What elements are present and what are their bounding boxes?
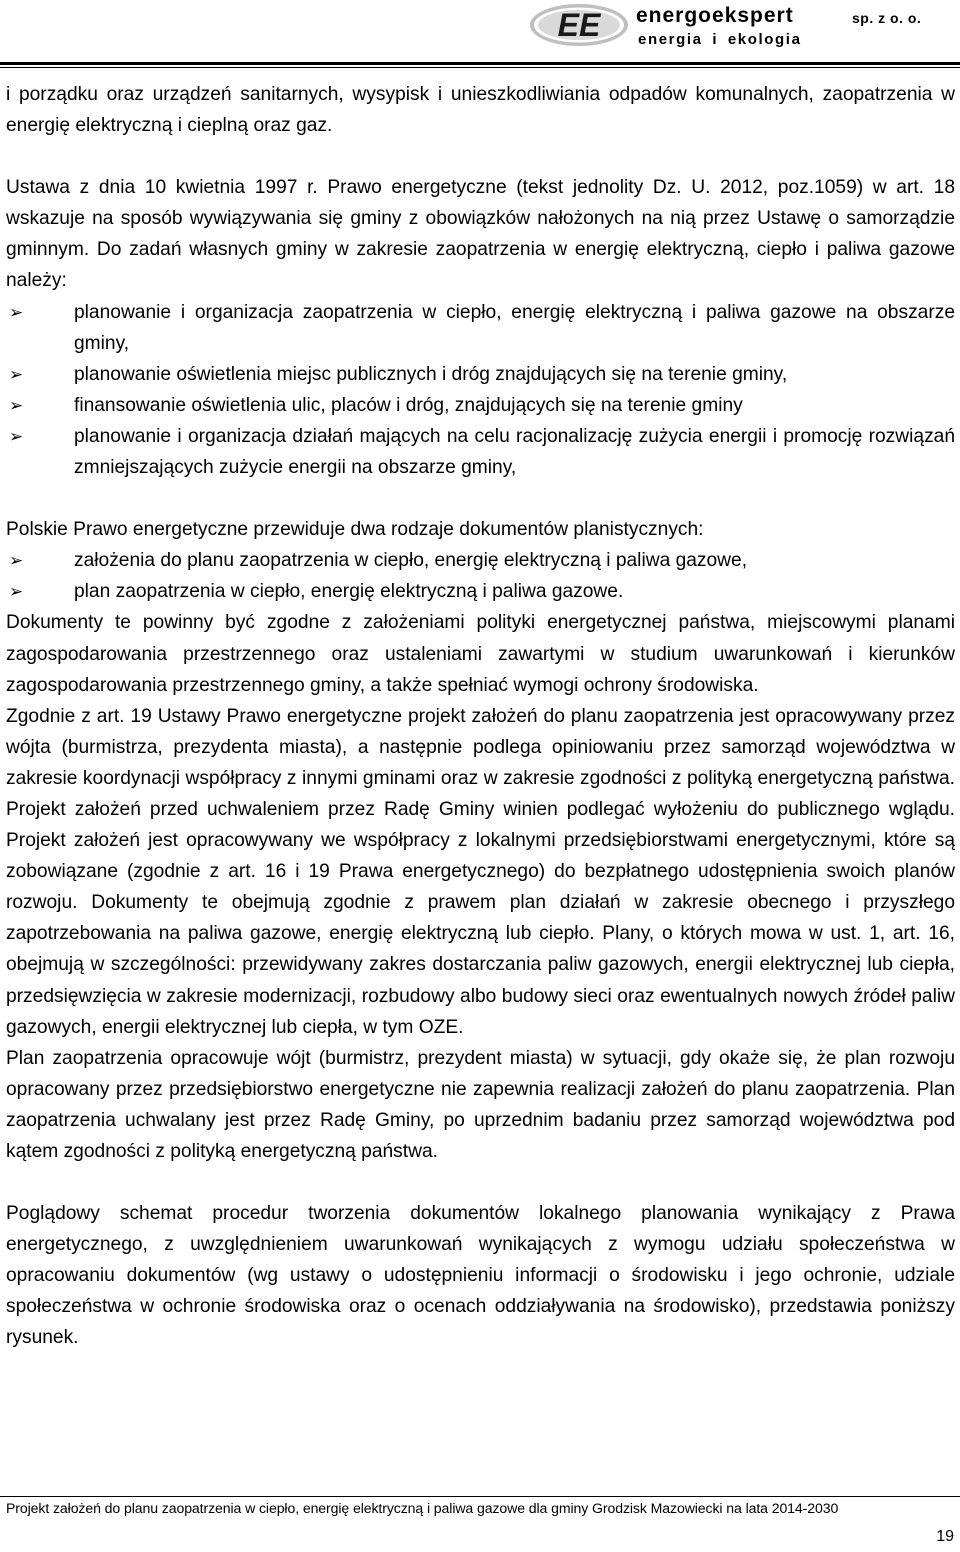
page-header	[0, 0, 960, 66]
energoekspert-logo-icon	[528, 2, 630, 48]
municipal-tasks-list	[6, 297, 955, 484]
list-item	[6, 297, 955, 359]
arrowhead-bullet-icon: ➢	[9, 364, 24, 384]
footer-document-title: Projekt założeń do planu zaopatrzenia w ciepło, energię elektryczną i paliwa gazowe dla gminy Grodzisk Mazowiecki na lata 2014-2030	[6, 1500, 839, 1516]
brand-company-form: sp. z o. o.	[852, 10, 922, 26]
list-item	[6, 390, 955, 421]
paragraph-5: Zgodnie z art. 19 Ustawy Prawo energetyczne projekt założeń do planu zaopatrzenia jest opracowywany przez wójta (burmistrza, prezydenta miasta), a następnie podlega opiniowaniu przez samorząd województwa w zakresie koordynacji współpracy z innymi gminami oraz w zakresie zgodności z polityką energetyczną państwa. Projekt założeń przed uchwaleniem przez Radę Gminy winien podlegać wyłożeniu do publicznego wglądu. Projekt założeń jest opracowywany we współpracy z lokalnymi przedsiębiorstwami energetycznymi, które są zobowiązane (zgodnie z art. 16 i 19 Prawa energetycznego) do bezpłatnego udostępnienia swoich planów rozwoju. Dokumenty te obejmują zgodnie z prawem plan działań w zakresie obecnego i przyszłego zapotrzebowania na paliwa gazowe, energię elektryczną lub ciepło. Plany, o których mowa w ust. 1, art. 16, obejmują w szczególności: przewidywany zakres dostarczania paliw gazowych, energii elektrycznej lub ciepła, przedsięwzięcia w zakresie modernizacji, rozbudowy albo budowy sieci oraz ewentualnych nowych źródeł paliw gazowych, energii elektrycznej lub ciepła, w tym OZE.	[6, 705, 955, 1038]
list-item-text: plan zaopatrzenia w ciepło, energię elektryczną i paliwa gazowe.	[74, 581, 624, 603]
paragraph-6: Plan zaopatrzenia opracowuje wójt (burmistrz, prezydent miasta) w sytuacji, gdy okaże się, że plan rozwoju opracowany przez przedsiębiorstwo energetyczne nie zapewnia realizacji założeń do planu zaopatrzenia. Plan zaopatrzenia uchwalany jest przez Radę Gminy, po uprzednim badaniu przez samorząd województwa pod kątem zgodności z polityką energetyczną państwa.	[6, 1047, 955, 1162]
planning-documents-list	[6, 545, 955, 607]
footer-divider	[0, 1496, 960, 1497]
arrowhead-bullet-icon: ➢	[9, 582, 24, 602]
page-number: 19	[936, 1528, 954, 1545]
paragraph-4: Dokumenty te powinny być zgodne z założeniami polityki energetycznej państwa, miejscowymi planami zagospodarowania przestrzennego oraz ustaleniami zawartymi w studium uwarunkowań i kierunków zagospodarowania przestrzennego gminy, a także spełniać wymogi ochrony środowiska.	[6, 612, 955, 696]
logo-letters: EE	[557, 7, 601, 43]
list-item	[6, 576, 955, 607]
brand-name: energoekspert	[636, 4, 794, 27]
list-item-text: finansowanie oświetlenia ulic, placów i dróg, znajdujących się na terenie gminy	[74, 394, 743, 416]
paragraph-2: Ustawa z dnia 10 kwietnia 1997 r. Prawo energetyczne (tekst jednolity Dz. U. 2012, poz.1059) w art. 18 wskazuje na sposób wywiązywania się gminy z obowiązków nałożonych na nią przez Ustawę o samorządzie gminnym. Do zadań własnych gminy w zakresie zaopatrzenia w energię elektryczną, ciepło i paliwa gazowe należy:	[6, 177, 955, 292]
arrowhead-bullet-icon: ➢	[9, 302, 24, 322]
arrowhead-bullet-icon: ➢	[9, 551, 24, 571]
list-item	[6, 545, 955, 576]
paragraph-gap	[6, 1167, 955, 1198]
document-body	[6, 79, 955, 1354]
brand-tagline: energia i ekologia	[638, 31, 802, 48]
list-item-text: planowanie oświetlenia miejsc publicznych i dróg znajdujących się na terenie gminy,	[74, 363, 788, 385]
paragraph-1: i porządku oraz urządzeń sanitarnych, wysypisk i unieszkodliwiania odpadów komunalnych, zaopatrzenia w energię elektryczną i cieplną oraz gaz.	[6, 84, 955, 137]
header-divider	[0, 62, 960, 65]
paragraph-3: Polskie Prawo energetyczne przewiduje dwa rodzaje dokumentów planistycznych:	[6, 519, 704, 541]
list-item	[6, 359, 955, 390]
arrowhead-bullet-icon: ➢	[9, 395, 24, 415]
paragraph-gap	[6, 141, 955, 172]
list-item-text: założenia do planu zaopatrzenia w ciepło, energię elektryczną i paliwa gazowe,	[74, 550, 748, 572]
paragraph-gap	[6, 483, 955, 514]
paragraph-7: Poglądowy schemat procedur tworzenia dokumentów lokalnego planowania wynikający z Prawa energetycznego, z uwzględnieniem uwarunkowań wynikających z wymogu udziału społeczeństwa w opracowaniu dokumentów (wg ustawy o udostępnieniu informacji o środowisku i jego ochronie, udziale społeczeństwa w ochronie środowiska oraz o ocenach oddziaływania na środowisko), przedstawia poniższy rysunek.	[6, 1203, 955, 1349]
list-item	[6, 421, 955, 483]
header-divider-thin	[0, 67, 960, 68]
list-item-text: planowanie i organizacja zaopatrzenia w ciepło, energię elektryczną i paliwa gazowe na obszarze gminy,	[74, 301, 955, 354]
list-item-text: planowanie i organizacja działań mających na celu racjonalizację zużycia energii i promocję rozwiązań zmniejszających zużycie energii na obszarze gminy,	[74, 425, 955, 479]
arrowhead-bullet-icon: ➢	[9, 426, 24, 446]
